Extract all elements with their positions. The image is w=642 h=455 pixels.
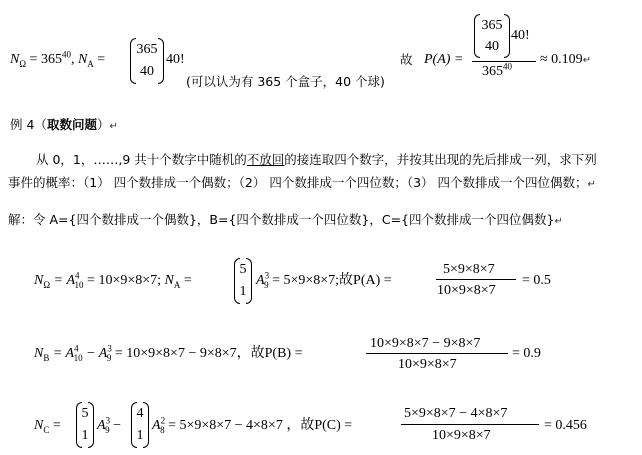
binom-365-40-numerator bbox=[474, 14, 510, 58]
heading-bold: 取数问题 bbox=[46, 117, 97, 132]
eq3-numerator: 5×9×8×7 − 4×8×7 bbox=[404, 406, 508, 421]
eq2-n-sub: B bbox=[43, 352, 50, 363]
eq2-n: N bbox=[34, 346, 44, 361]
after-binom-factorial: 40! bbox=[166, 52, 185, 67]
problem-underlined: 不放回 bbox=[246, 152, 285, 167]
binom-bottom: 40 bbox=[140, 64, 154, 79]
eq-n-omega bbox=[10, 49, 106, 69]
eq3-denominator: 10×9×8×7 bbox=[432, 428, 491, 443]
binom-top: 5 bbox=[81, 406, 89, 421]
eq1-right bbox=[256, 270, 392, 290]
binom-top: 365 bbox=[481, 18, 503, 33]
paragraph-mark: ↵ bbox=[587, 179, 596, 190]
eq1-n: N bbox=[34, 273, 44, 288]
eq3-n-sub: C bbox=[43, 424, 50, 435]
eq1-na-sub: A bbox=[173, 279, 181, 290]
omega-subscript: Ω bbox=[19, 58, 27, 69]
problem-line-1 bbox=[36, 152, 597, 168]
eq3-a2-symbol: A bbox=[152, 418, 161, 433]
eq1-a-sup: 4 bbox=[75, 270, 80, 281]
binom-bottom: 40 bbox=[485, 39, 499, 54]
problem-text-b: 的接连取四个数字，并按其出现的先后排成一列，求下列 bbox=[284, 152, 597, 167]
eq1-binom-5-1 bbox=[234, 258, 252, 304]
eq2-result: = 0.9 bbox=[512, 346, 541, 361]
eq3-result: = 0.456 bbox=[544, 418, 587, 433]
eq3-a1-symbol: A bbox=[97, 418, 106, 433]
binom-top: 4 bbox=[136, 406, 144, 421]
eq2-b-sub: 9 bbox=[106, 352, 112, 363]
eq1-equals: = bbox=[183, 273, 192, 288]
eq1-numerator: 5×9×8×7 bbox=[443, 262, 495, 277]
n-symbol: N bbox=[10, 52, 20, 67]
eq1-na: N bbox=[164, 273, 174, 288]
eq1-product: = 10×9×8×7; bbox=[87, 273, 162, 288]
eq3-right bbox=[152, 415, 353, 435]
paragraph-mark: ↵ bbox=[554, 216, 563, 227]
binom-bottom: 1 bbox=[136, 428, 144, 443]
binom-top: 365 bbox=[136, 42, 158, 57]
den-exponent: 40 bbox=[503, 61, 512, 72]
paragraph-mark: ↵ bbox=[109, 121, 118, 132]
note-boxes-balls: (可以认为有 365 个盒子，40 个球) bbox=[186, 74, 385, 89]
eq1-a2: A bbox=[256, 273, 265, 288]
eq2-minus-a: − A bbox=[86, 346, 108, 361]
binom-top: 5 bbox=[239, 262, 247, 277]
example-heading bbox=[10, 117, 118, 135]
eq3-binom-5-1 bbox=[76, 402, 94, 448]
problem-events: 事件的概率：（1） 四个数排成一个偶数；（2） 四个数排成一个四位数；（3） 四个数排成一个四位偶数； bbox=[8, 175, 588, 190]
right-paren bbox=[504, 14, 510, 58]
approx-value: ≈ 0.109 bbox=[540, 52, 583, 67]
eq1-n-sub: Ω bbox=[43, 279, 51, 290]
eq3-n: N bbox=[34, 418, 44, 433]
n-omega-exponent: 40 bbox=[61, 49, 71, 60]
eq1-a2-sup: 3 bbox=[264, 270, 270, 281]
gu-label: 故 bbox=[400, 52, 413, 67]
eq2-denominator: 10×9×8×7 bbox=[398, 357, 457, 372]
eq3-product: = 5×9×8×7 − 4×8×7 ，故P(C) = bbox=[168, 418, 353, 433]
eq2-fraction-bar bbox=[366, 353, 508, 354]
eq3-a1-sup: 3 bbox=[105, 415, 111, 426]
eq1-fraction-bar bbox=[436, 279, 516, 280]
approx-result bbox=[540, 52, 591, 69]
na-equals: = bbox=[97, 52, 106, 67]
problem-line-2 bbox=[8, 175, 596, 193]
den-base: 365 bbox=[482, 64, 503, 79]
eq1-denominator: 10×9×8×7 bbox=[437, 283, 496, 298]
binom-bottom: 1 bbox=[239, 284, 247, 299]
eq3-binom-4-1 bbox=[131, 402, 149, 448]
numerator-factorial: 40! bbox=[511, 28, 530, 43]
binom-bottom: 1 bbox=[81, 428, 89, 443]
paragraph-mark: ↵ bbox=[582, 55, 592, 66]
na-subscript: A bbox=[87, 58, 94, 69]
n-omega-value: = 365 bbox=[29, 52, 62, 67]
eq3-minus: − bbox=[113, 418, 121, 433]
denominator-365-40 bbox=[482, 61, 512, 80]
problem-text-a: 从 0，1，……,9 共十个数字中随机的 bbox=[36, 152, 247, 167]
right-paren bbox=[158, 38, 164, 84]
heading-suffix: ） bbox=[96, 117, 110, 132]
right-paren bbox=[88, 402, 94, 448]
eq2-a-sub: 10 bbox=[73, 352, 83, 363]
eq3-equals: = bbox=[52, 418, 61, 433]
eq1-a-sub: 10 bbox=[74, 279, 84, 290]
heading-prefix: 例 4（ bbox=[10, 117, 47, 132]
eq3-a1 bbox=[97, 415, 121, 435]
eq3-left bbox=[34, 418, 61, 434]
eq3-fraction-bar bbox=[401, 424, 539, 425]
eq2-left bbox=[34, 343, 303, 363]
eq1-a: = A bbox=[53, 273, 76, 288]
eq1-a2-sub: 9 bbox=[264, 279, 269, 290]
right-paren bbox=[143, 402, 149, 448]
eq2-numerator: 10×9×8×7 − 9×8×7 bbox=[370, 336, 481, 351]
na-symbol: , N bbox=[70, 52, 88, 67]
binom-365-40 bbox=[130, 38, 164, 84]
eq3-a1-sub: 9 bbox=[105, 424, 110, 435]
solution-text: 解：令 A={四个数排成一个偶数}，B={四个数排成一个四位数}，C={四个数排成一个四位偶数} bbox=[8, 212, 555, 227]
eq3-a2-sub: 8 bbox=[160, 424, 165, 435]
eq1-left bbox=[34, 270, 192, 290]
eq2-a: = A bbox=[52, 346, 75, 361]
eq2-a-sup: 4 bbox=[74, 343, 79, 354]
eq2-product: = 10×9×8×7 − 9×8×7，故P(B) = bbox=[114, 346, 303, 361]
right-paren bbox=[246, 258, 252, 304]
eq1-result: = 0.5 bbox=[522, 273, 551, 288]
solution-line bbox=[8, 212, 563, 230]
eq3-a2-sup: 2 bbox=[160, 415, 166, 426]
eq1-pa-label: = 5×9×8×7;故P(A) = bbox=[272, 273, 392, 288]
eq2-b-sup: 3 bbox=[107, 343, 112, 354]
pa-label: P(A) = bbox=[424, 52, 464, 67]
